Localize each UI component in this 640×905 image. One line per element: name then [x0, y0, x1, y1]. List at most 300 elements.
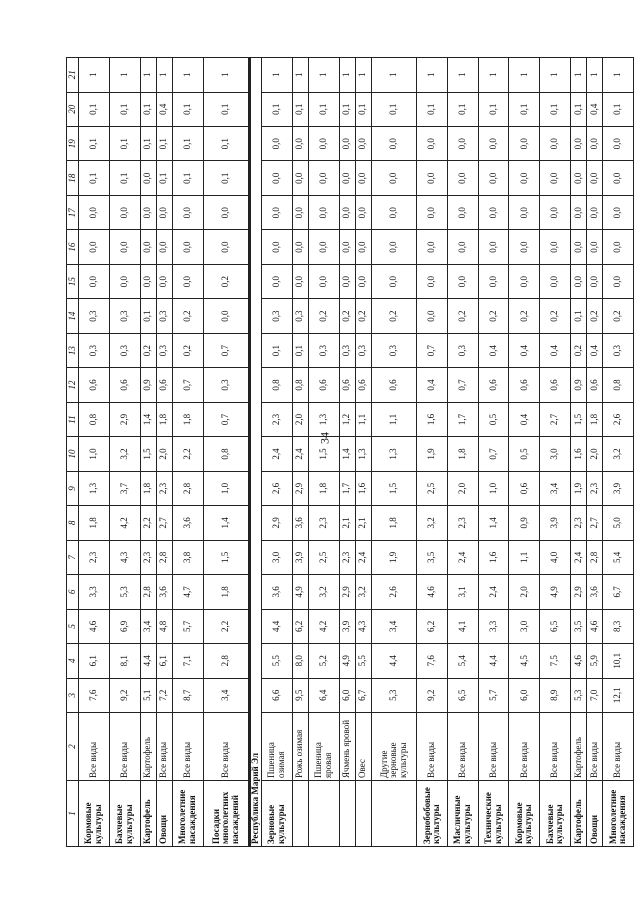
- value-cell: 1,0: [79, 437, 110, 471]
- value-cell: 0,0: [540, 161, 571, 195]
- value-cell: 0,2: [478, 299, 509, 333]
- value-cell: 4,8: [156, 609, 172, 643]
- kind-cell: Все виды: [447, 713, 478, 781]
- value-cell: 2,3: [261, 402, 292, 436]
- value-cell: 1: [172, 58, 203, 93]
- value-cell: 0,4: [478, 333, 509, 367]
- value-cell: 2,0: [509, 575, 540, 609]
- value-cell: 0,1: [339, 92, 355, 126]
- value-cell: 0,8: [292, 368, 308, 402]
- value-cell: 2,6: [371, 575, 416, 609]
- value-cell: 0,3: [308, 333, 339, 367]
- crop-cell: Бахчевые культуры: [109, 781, 140, 847]
- value-cell: 0,0: [478, 161, 509, 195]
- table-row: [339, 58, 355, 847]
- value-cell: 2,3: [156, 471, 172, 505]
- value-cell: 4,3: [109, 540, 140, 574]
- value-cell: 0,6: [540, 368, 571, 402]
- column-header: 18: [67, 161, 79, 195]
- crop-cell: Кормовые культуры: [509, 781, 540, 847]
- value-cell: 0,4: [509, 333, 540, 367]
- value-cell: 3,7: [109, 471, 140, 505]
- table-row: [109, 58, 140, 847]
- value-cell: 3,6: [587, 575, 603, 609]
- value-cell: 1,3: [308, 402, 339, 436]
- value-cell: 3,4: [540, 471, 571, 505]
- value-cell: 0,0: [603, 230, 634, 264]
- value-cell: 2,8: [172, 471, 203, 505]
- crop-cell: Овощи: [156, 781, 172, 847]
- value-cell: 5,5: [355, 644, 371, 678]
- table-row: [587, 58, 603, 847]
- value-cell: 0,3: [156, 299, 172, 333]
- value-cell: 0,0: [603, 195, 634, 229]
- value-cell: 0,0: [417, 161, 448, 195]
- column-header: 11: [67, 402, 79, 436]
- value-cell: 0,8: [79, 402, 110, 436]
- crop-cell: Картофель: [570, 781, 586, 847]
- kind-cell: Все виды: [603, 713, 634, 781]
- value-cell: 0,0: [587, 264, 603, 298]
- value-cell: 0,1: [603, 92, 634, 126]
- column-header: 21: [67, 58, 79, 93]
- value-cell: 2,3: [587, 471, 603, 505]
- value-cell: 3,3: [79, 575, 110, 609]
- value-cell: 2,5: [417, 471, 448, 505]
- value-cell: 4,6: [587, 609, 603, 643]
- value-cell: 6,5: [447, 678, 478, 712]
- value-cell: 1,6: [478, 540, 509, 574]
- region-label: Республика Марий Эл: [250, 58, 261, 847]
- region-row: [250, 58, 261, 847]
- value-cell: 3,2: [417, 506, 448, 540]
- value-cell: 9,5: [292, 678, 308, 712]
- crop-cell: Технические культуры: [478, 781, 509, 847]
- value-cell: 3,6: [172, 506, 203, 540]
- value-cell: 6,7: [603, 575, 634, 609]
- table-row: [570, 58, 586, 847]
- kind-cell: Все виды: [417, 713, 448, 781]
- value-cell: 0,0: [540, 195, 571, 229]
- value-cell: 0,0: [339, 127, 355, 161]
- value-cell: 2,0: [292, 402, 308, 436]
- value-cell: 2,3: [339, 540, 355, 574]
- value-cell: 6,1: [156, 644, 172, 678]
- value-cell: 0,0: [570, 230, 586, 264]
- value-cell: 1: [156, 58, 172, 93]
- value-cell: 1,5: [371, 471, 416, 505]
- table-row: [308, 58, 339, 847]
- value-cell: 3,9: [540, 506, 571, 540]
- value-cell: 2,7: [540, 402, 571, 436]
- value-cell: 0,0: [156, 230, 172, 264]
- value-cell: 0,0: [509, 264, 540, 298]
- value-cell: 0,1: [261, 333, 292, 367]
- value-cell: 3,6: [292, 506, 308, 540]
- crop-cell: [355, 781, 371, 847]
- value-cell: 8,9: [540, 678, 571, 712]
- value-cell: 0,0: [447, 195, 478, 229]
- value-cell: 0,0: [447, 161, 478, 195]
- value-cell: 0,1: [79, 127, 110, 161]
- value-cell: 5,1: [140, 678, 156, 712]
- value-cell: 1,1: [509, 540, 540, 574]
- value-cell: 0,1: [172, 127, 203, 161]
- value-cell: 2,0: [447, 471, 478, 505]
- value-cell: 2,6: [261, 471, 292, 505]
- value-cell: 2,0: [587, 437, 603, 471]
- value-cell: 0,1: [292, 92, 308, 126]
- value-cell: 1,4: [140, 402, 156, 436]
- value-cell: 2,6: [603, 402, 634, 436]
- value-cell: 3,8: [172, 540, 203, 574]
- value-cell: 0,1: [355, 92, 371, 126]
- value-cell: 0,0: [156, 264, 172, 298]
- kind-cell: Ячмень яровой: [339, 713, 355, 781]
- table-row: [371, 58, 416, 847]
- value-cell: 1,5: [308, 437, 339, 471]
- value-cell: 0,0: [417, 264, 448, 298]
- value-cell: 1: [261, 58, 292, 93]
- value-cell: 7,1: [172, 644, 203, 678]
- value-cell: 0,2: [540, 299, 571, 333]
- value-cell: 1,8: [172, 402, 203, 436]
- value-cell: 0,0: [339, 161, 355, 195]
- value-cell: 0,6: [79, 368, 110, 402]
- value-cell: 3,4: [203, 678, 250, 712]
- value-cell: 0,0: [570, 264, 586, 298]
- value-cell: 2,7: [587, 506, 603, 540]
- value-cell: 3,6: [261, 575, 292, 609]
- value-cell: 0,1: [140, 92, 156, 126]
- value-cell: 0,0: [172, 264, 203, 298]
- value-cell: 1: [371, 58, 416, 93]
- value-cell: 0,0: [140, 161, 156, 195]
- value-cell: 4,3: [355, 609, 371, 643]
- value-cell: 0,2: [587, 299, 603, 333]
- kind-cell: Рожь озимая: [292, 713, 308, 781]
- value-cell: 5,7: [478, 678, 509, 712]
- value-cell: 0,2: [172, 333, 203, 367]
- value-cell: 0,1: [109, 161, 140, 195]
- value-cell: 0,1: [203, 92, 250, 126]
- value-cell: 0,3: [603, 333, 634, 367]
- value-cell: 0,0: [478, 230, 509, 264]
- value-cell: 7,2: [156, 678, 172, 712]
- value-cell: 0,0: [261, 230, 292, 264]
- value-cell: 0,3: [371, 333, 416, 367]
- value-cell: 2,4: [478, 575, 509, 609]
- value-cell: 2,3: [140, 540, 156, 574]
- value-cell: 0,0: [261, 127, 292, 161]
- crop-cell: Многолетние насаждения: [603, 781, 634, 847]
- value-cell: 1: [447, 58, 478, 93]
- value-cell: 1,0: [203, 471, 250, 505]
- value-cell: 3,2: [603, 437, 634, 471]
- value-cell: 8,0: [292, 644, 308, 678]
- value-cell: 1,4: [339, 437, 355, 471]
- value-cell: 4,4: [371, 644, 416, 678]
- kind-cell: Все виды: [478, 713, 509, 781]
- value-cell: 1: [587, 58, 603, 93]
- value-cell: 1: [417, 58, 448, 93]
- value-cell: 1: [540, 58, 571, 93]
- table-row: [140, 58, 156, 847]
- value-cell: 0,2: [140, 333, 156, 367]
- value-cell: 0,1: [447, 92, 478, 126]
- value-cell: 3,9: [339, 609, 355, 643]
- value-cell: 0,0: [203, 299, 250, 333]
- value-cell: 1: [203, 58, 250, 93]
- value-cell: 0,7: [447, 368, 478, 402]
- kind-cell: Все виды: [79, 713, 110, 781]
- value-cell: 3,9: [603, 471, 634, 505]
- value-cell: 1: [478, 58, 509, 93]
- column-header: 1: [67, 781, 79, 847]
- header-row: [67, 58, 79, 847]
- column-header: 9: [67, 471, 79, 505]
- crop-cell: Овощи: [587, 781, 603, 847]
- kind-cell: Все виды: [109, 713, 140, 781]
- value-cell: 0,9: [570, 368, 586, 402]
- value-cell: 0,0: [509, 230, 540, 264]
- table-row: [355, 58, 371, 847]
- value-cell: 6,7: [355, 678, 371, 712]
- value-cell: 0,0: [140, 230, 156, 264]
- value-cell: 0,0: [292, 195, 308, 229]
- value-cell: 0,0: [79, 195, 110, 229]
- value-cell: 2,9: [109, 402, 140, 436]
- value-cell: 2,9: [570, 575, 586, 609]
- value-cell: 0,7: [203, 333, 250, 367]
- value-cell: 1,5: [570, 402, 586, 436]
- value-cell: 0,0: [355, 161, 371, 195]
- value-cell: 4,9: [339, 644, 355, 678]
- kind-cell: Пшеница яровая: [308, 713, 339, 781]
- value-cell: 1,5: [140, 437, 156, 471]
- value-cell: 1,8: [140, 471, 156, 505]
- value-cell: 4,9: [292, 575, 308, 609]
- column-header: 13: [67, 333, 79, 367]
- value-cell: 0,0: [540, 264, 571, 298]
- value-cell: 0,0: [339, 264, 355, 298]
- value-cell: 0,1: [509, 92, 540, 126]
- crop-cell: [339, 781, 355, 847]
- value-cell: 4,4: [140, 644, 156, 678]
- table-row: [509, 58, 540, 847]
- value-cell: 0,0: [587, 127, 603, 161]
- value-cell: 0,0: [261, 264, 292, 298]
- value-cell: 6,2: [417, 609, 448, 643]
- value-cell: 2,1: [355, 506, 371, 540]
- value-cell: 2,4: [292, 437, 308, 471]
- value-cell: 1,4: [203, 506, 250, 540]
- value-cell: 0,0: [509, 127, 540, 161]
- value-cell: 0,3: [79, 299, 110, 333]
- value-cell: 0,7: [417, 333, 448, 367]
- value-cell: 6,0: [509, 678, 540, 712]
- column-header: 5: [67, 609, 79, 643]
- value-cell: 0,0: [570, 127, 586, 161]
- value-cell: 1: [292, 58, 308, 93]
- value-cell: 5,4: [603, 540, 634, 574]
- value-cell: 0,0: [447, 127, 478, 161]
- value-cell: 5,3: [109, 575, 140, 609]
- crop-cell: Посадки многолетних насаждений: [203, 781, 250, 847]
- value-cell: 1,6: [570, 437, 586, 471]
- value-cell: 0,1: [109, 92, 140, 126]
- value-cell: 2,2: [203, 609, 250, 643]
- value-cell: 4,2: [308, 609, 339, 643]
- value-cell: 0,3: [156, 333, 172, 367]
- value-cell: 0,0: [478, 264, 509, 298]
- value-cell: 4,6: [570, 644, 586, 678]
- column-header: 6: [67, 575, 79, 609]
- value-cell: 2,9: [292, 471, 308, 505]
- value-cell: 0,0: [603, 127, 634, 161]
- value-cell: 0,1: [570, 92, 586, 126]
- value-cell: 0,1: [79, 92, 110, 126]
- value-cell: 0,0: [603, 264, 634, 298]
- value-cell: 0,3: [355, 333, 371, 367]
- value-cell: 0,0: [140, 264, 156, 298]
- value-cell: 1: [509, 58, 540, 93]
- table-row: [603, 58, 634, 847]
- value-cell: 2,8: [140, 575, 156, 609]
- value-cell: 6,4: [308, 678, 339, 712]
- table-row: [172, 58, 203, 847]
- value-cell: 4,4: [261, 609, 292, 643]
- value-cell: 1,7: [447, 402, 478, 436]
- column-header: 17: [67, 195, 79, 229]
- value-cell: 2,1: [339, 506, 355, 540]
- value-cell: 4,6: [79, 609, 110, 643]
- value-cell: 5,4: [447, 644, 478, 678]
- value-cell: 1,8: [203, 575, 250, 609]
- value-cell: 1,3: [355, 437, 371, 471]
- value-cell: 2,4: [447, 540, 478, 574]
- value-cell: 1,1: [371, 402, 416, 436]
- column-header: 4: [67, 644, 79, 678]
- value-cell: 1,3: [371, 437, 416, 471]
- value-cell: 0,1: [308, 92, 339, 126]
- value-cell: 0,6: [308, 368, 339, 402]
- kind-cell: Все виды: [203, 713, 250, 781]
- value-cell: 0,5: [509, 437, 540, 471]
- value-cell: 6,5: [540, 609, 571, 643]
- value-cell: 0,2: [339, 299, 355, 333]
- value-cell: 1,8: [587, 402, 603, 436]
- value-cell: 2,7: [156, 506, 172, 540]
- value-cell: 0,2: [509, 299, 540, 333]
- value-cell: 2,8: [156, 540, 172, 574]
- value-cell: 1,8: [79, 506, 110, 540]
- value-cell: 1: [570, 58, 586, 93]
- value-cell: 0,6: [587, 368, 603, 402]
- value-cell: 9,2: [109, 678, 140, 712]
- value-cell: 0,0: [587, 161, 603, 195]
- value-cell: 7,6: [417, 644, 448, 678]
- crop-cell: Зерновые культуры: [261, 781, 292, 847]
- value-cell: 8,3: [603, 609, 634, 643]
- column-header: 12: [67, 368, 79, 402]
- value-cell: 0,3: [203, 368, 250, 402]
- value-cell: 0,0: [140, 195, 156, 229]
- crop-cell: Картофель: [140, 781, 156, 847]
- kind-cell: Все виды: [156, 713, 172, 781]
- value-cell: 0,2: [203, 264, 250, 298]
- value-cell: 0,6: [156, 368, 172, 402]
- kind-cell: Все виды: [172, 713, 203, 781]
- value-cell: 5,9: [587, 644, 603, 678]
- value-cell: 1,9: [570, 471, 586, 505]
- value-cell: 0,1: [109, 127, 140, 161]
- value-cell: 0,0: [292, 230, 308, 264]
- column-header: 2: [67, 713, 79, 781]
- value-cell: 1,6: [355, 471, 371, 505]
- kind-cell: Картофель: [140, 713, 156, 781]
- value-cell: 2,3: [79, 540, 110, 574]
- value-cell: 0,0: [203, 195, 250, 229]
- value-cell: 1: [109, 58, 140, 93]
- value-cell: 0,6: [509, 368, 540, 402]
- column-header: 7: [67, 540, 79, 574]
- value-cell: 0,0: [371, 264, 416, 298]
- value-cell: 0,1: [478, 92, 509, 126]
- value-cell: 9,2: [417, 678, 448, 712]
- value-cell: 1,2: [339, 402, 355, 436]
- page-number: 34: [317, 432, 332, 444]
- value-cell: 0,0: [172, 195, 203, 229]
- value-cell: 3,6: [156, 575, 172, 609]
- value-cell: 3,0: [509, 609, 540, 643]
- value-cell: 0,0: [156, 195, 172, 229]
- crop-cell: Масличные культуры: [447, 781, 478, 847]
- value-cell: 3,0: [261, 540, 292, 574]
- value-cell: 3,0: [540, 437, 571, 471]
- value-cell: 0,1: [156, 161, 172, 195]
- value-cell: 0,8: [203, 437, 250, 471]
- value-cell: 4,5: [509, 644, 540, 678]
- value-cell: 0,0: [79, 230, 110, 264]
- value-cell: 10,1: [603, 644, 634, 678]
- value-cell: 1,6: [417, 402, 448, 436]
- value-cell: 1: [308, 58, 339, 93]
- value-cell: 0,3: [447, 333, 478, 367]
- column-header: 16: [67, 230, 79, 264]
- table-body: [79, 58, 634, 847]
- value-cell: 0,3: [261, 299, 292, 333]
- value-cell: 1: [603, 58, 634, 93]
- value-cell: 0,0: [79, 264, 110, 298]
- kind-cell: Картофель: [570, 713, 586, 781]
- value-cell: 0,6: [355, 368, 371, 402]
- value-cell: 3,2: [355, 575, 371, 609]
- value-cell: 0,0: [172, 230, 203, 264]
- value-cell: 0,6: [509, 471, 540, 505]
- kind-cell: Все виды: [540, 713, 571, 781]
- value-cell: 0,0: [478, 195, 509, 229]
- value-cell: 2,2: [172, 437, 203, 471]
- value-cell: 2,2: [140, 506, 156, 540]
- value-cell: 0,8: [261, 368, 292, 402]
- value-cell: 8,7: [172, 678, 203, 712]
- value-cell: 3,3: [478, 609, 509, 643]
- value-cell: 1,7: [339, 471, 355, 505]
- value-cell: 2,8: [203, 644, 250, 678]
- value-cell: 0,0: [308, 127, 339, 161]
- value-cell: 7,0: [587, 678, 603, 712]
